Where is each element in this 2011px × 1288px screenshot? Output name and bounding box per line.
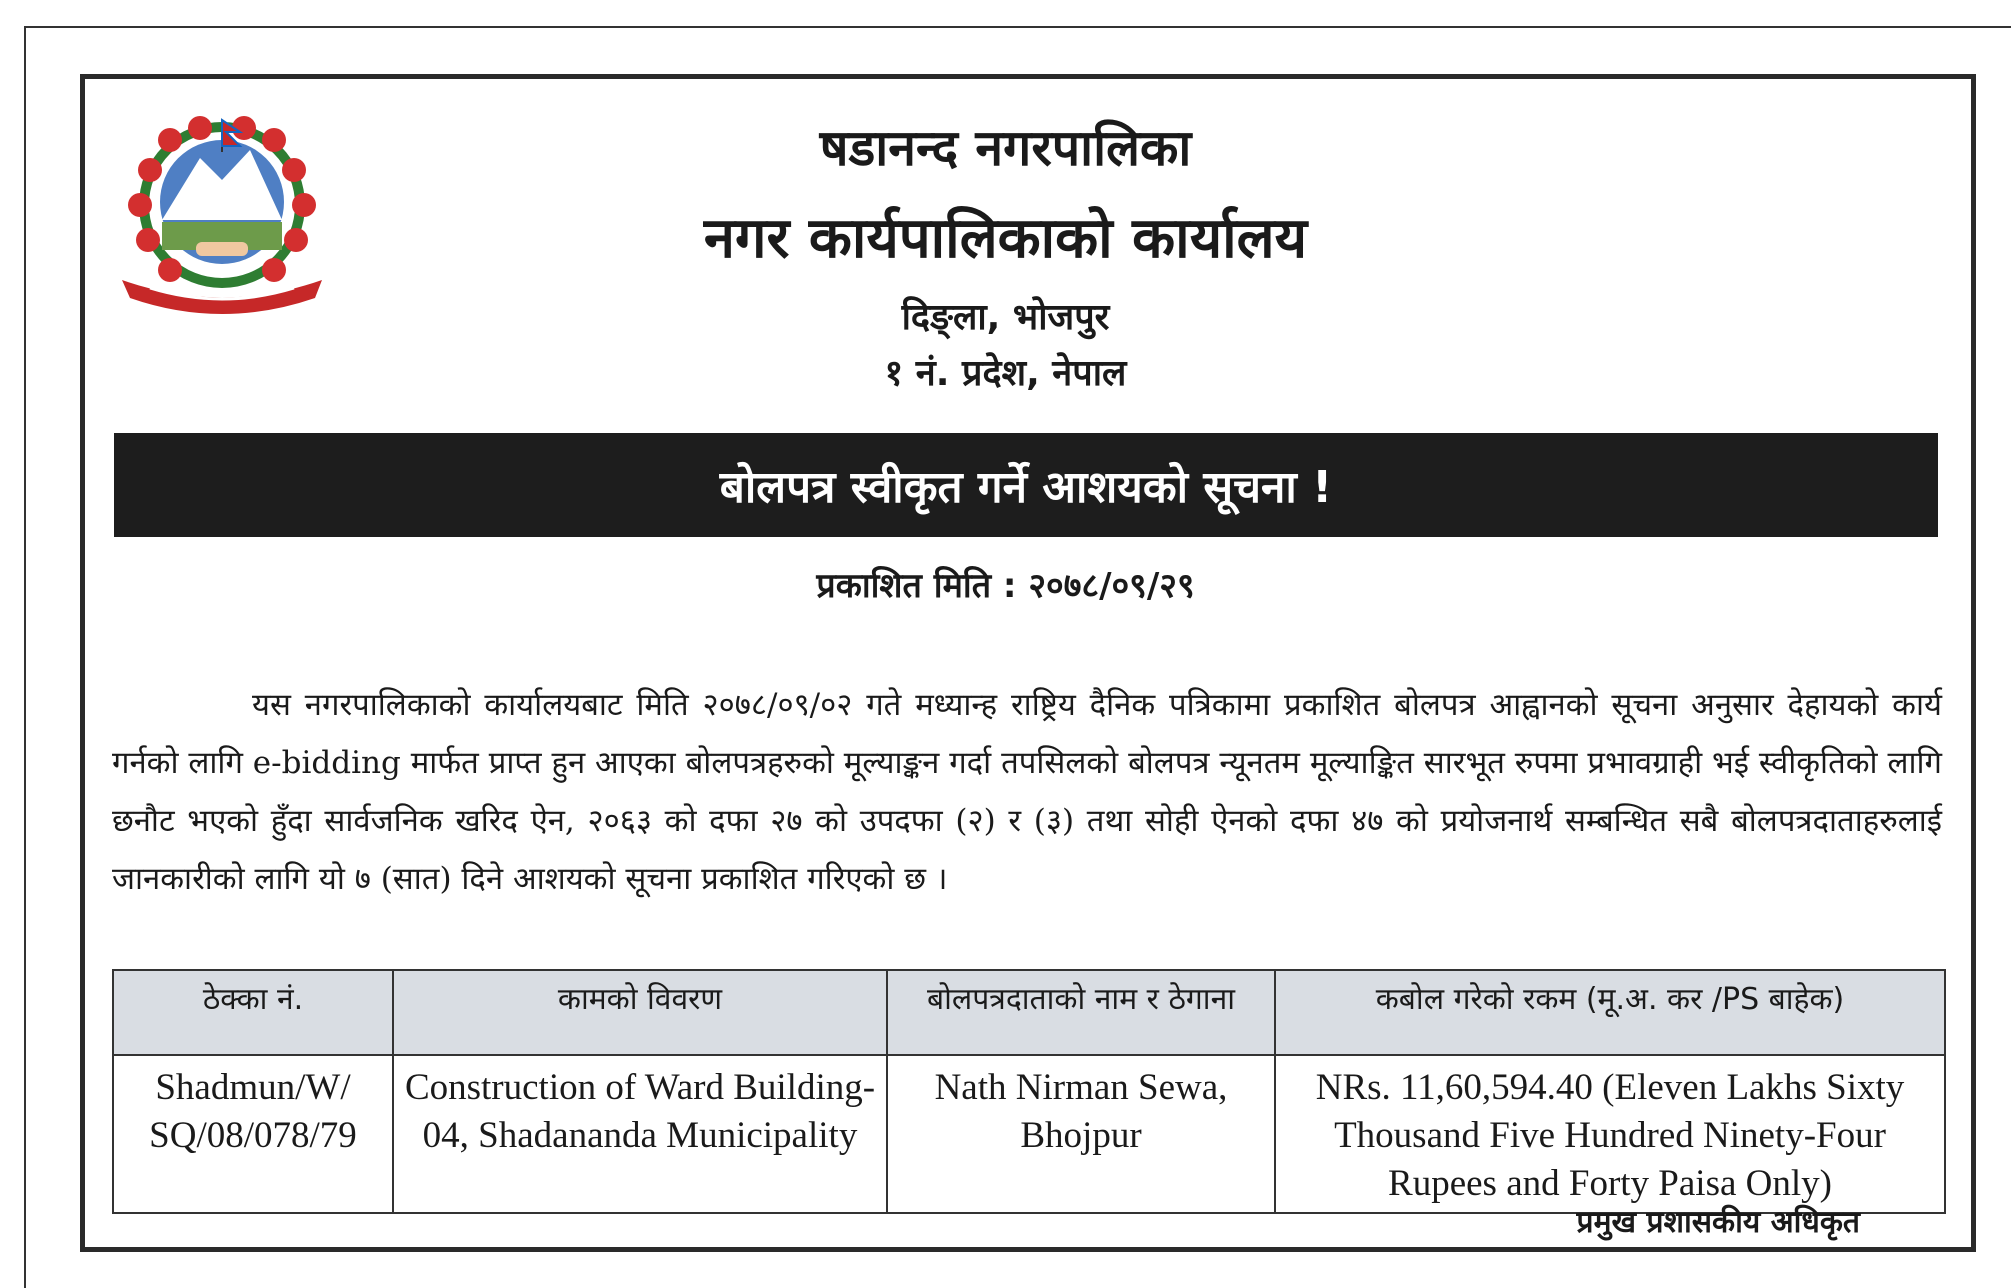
cell-amount: NRs. 11,60,594.40 (Eleven Lakhs Sixty Thousand Five Hundred Ninety-Four Rupees and Forty Paisa Only) bbox=[1275, 1055, 1945, 1213]
address-district: दिङ्ला, भोजपुर bbox=[901, 297, 1110, 338]
table-row bbox=[113, 1055, 1945, 1213]
cell-work-description: Construction of Ward Building-04, Shadananda Municipality bbox=[393, 1055, 887, 1213]
header-bidder-name-address: बोलपत्रदाताको नाम र ठेगाना bbox=[887, 970, 1275, 1055]
notice-title-banner bbox=[114, 433, 1938, 537]
notice-title: बोलपत्र स्वीकृत गर्ने आशयको सूचना ! bbox=[719, 462, 1333, 513]
cell-bidder: Nath Nirman Sewa, Bhojpur bbox=[887, 1055, 1275, 1213]
header-contract-no: ठेक्का नं. bbox=[113, 970, 393, 1055]
header-work-description: कामको विवरण bbox=[393, 970, 887, 1055]
signatory-title: प्रमुख प्रशासकीय अधिकृत bbox=[1576, 1205, 1860, 1240]
header-quoted-amount: कबोल गरेको रकम (मू.अ. कर /PS बाहेक) bbox=[1275, 970, 1945, 1055]
table-header-row bbox=[113, 970, 1945, 1055]
notice-body: यस नगरपालिकाको कार्यालयबाट मिति २०७८/०९/०२ गते मध्यान्ह राष्ट्रिय दैनिक पत्रिकामा प्रकाशित बोलपत्र आह्वानको सूचना अनुसार देहायको कार्य गर्नको लागि e-bidding मार्फत प्राप्त हुन आएका बोलपत्रहरुको मूल्याङ्कन गर्दा तपसिलको बोलपत्र न्यूनतम मूल्याङ्कित सारभूत रुपमा प्रभावग्राही भई स्वीकृतिको लागि छनौट भएको हुँदा सार्वजनिक खरिद ऐन, २०६३ को दफा २७ को उपदफा (२) र (३) तथा सोही ऐनको दफा ४७ को प्रयोजनार्थ सम्बन्धित सबै बोलपत्रदाताहरुलाई जानकारीको लागि यो ७ (सात) दिने आशयको सूचना प्रकाशित गरिएको छ । bbox=[112, 687, 1943, 897]
organization-name: षडानन्द नगरपालिका bbox=[819, 119, 1192, 177]
office-name: नगर कार्यपालिकाको कार्यालय bbox=[703, 206, 1308, 271]
address-province: १ नं. प्रदेश, नेपाल bbox=[884, 353, 1127, 394]
published-date: प्रकाशित मिति : २०७८/०९/२९ bbox=[816, 566, 1195, 606]
award-table bbox=[112, 969, 1946, 1214]
cell-contract-no: Shadmun/W/ SQ/08/078/79 bbox=[113, 1055, 393, 1213]
